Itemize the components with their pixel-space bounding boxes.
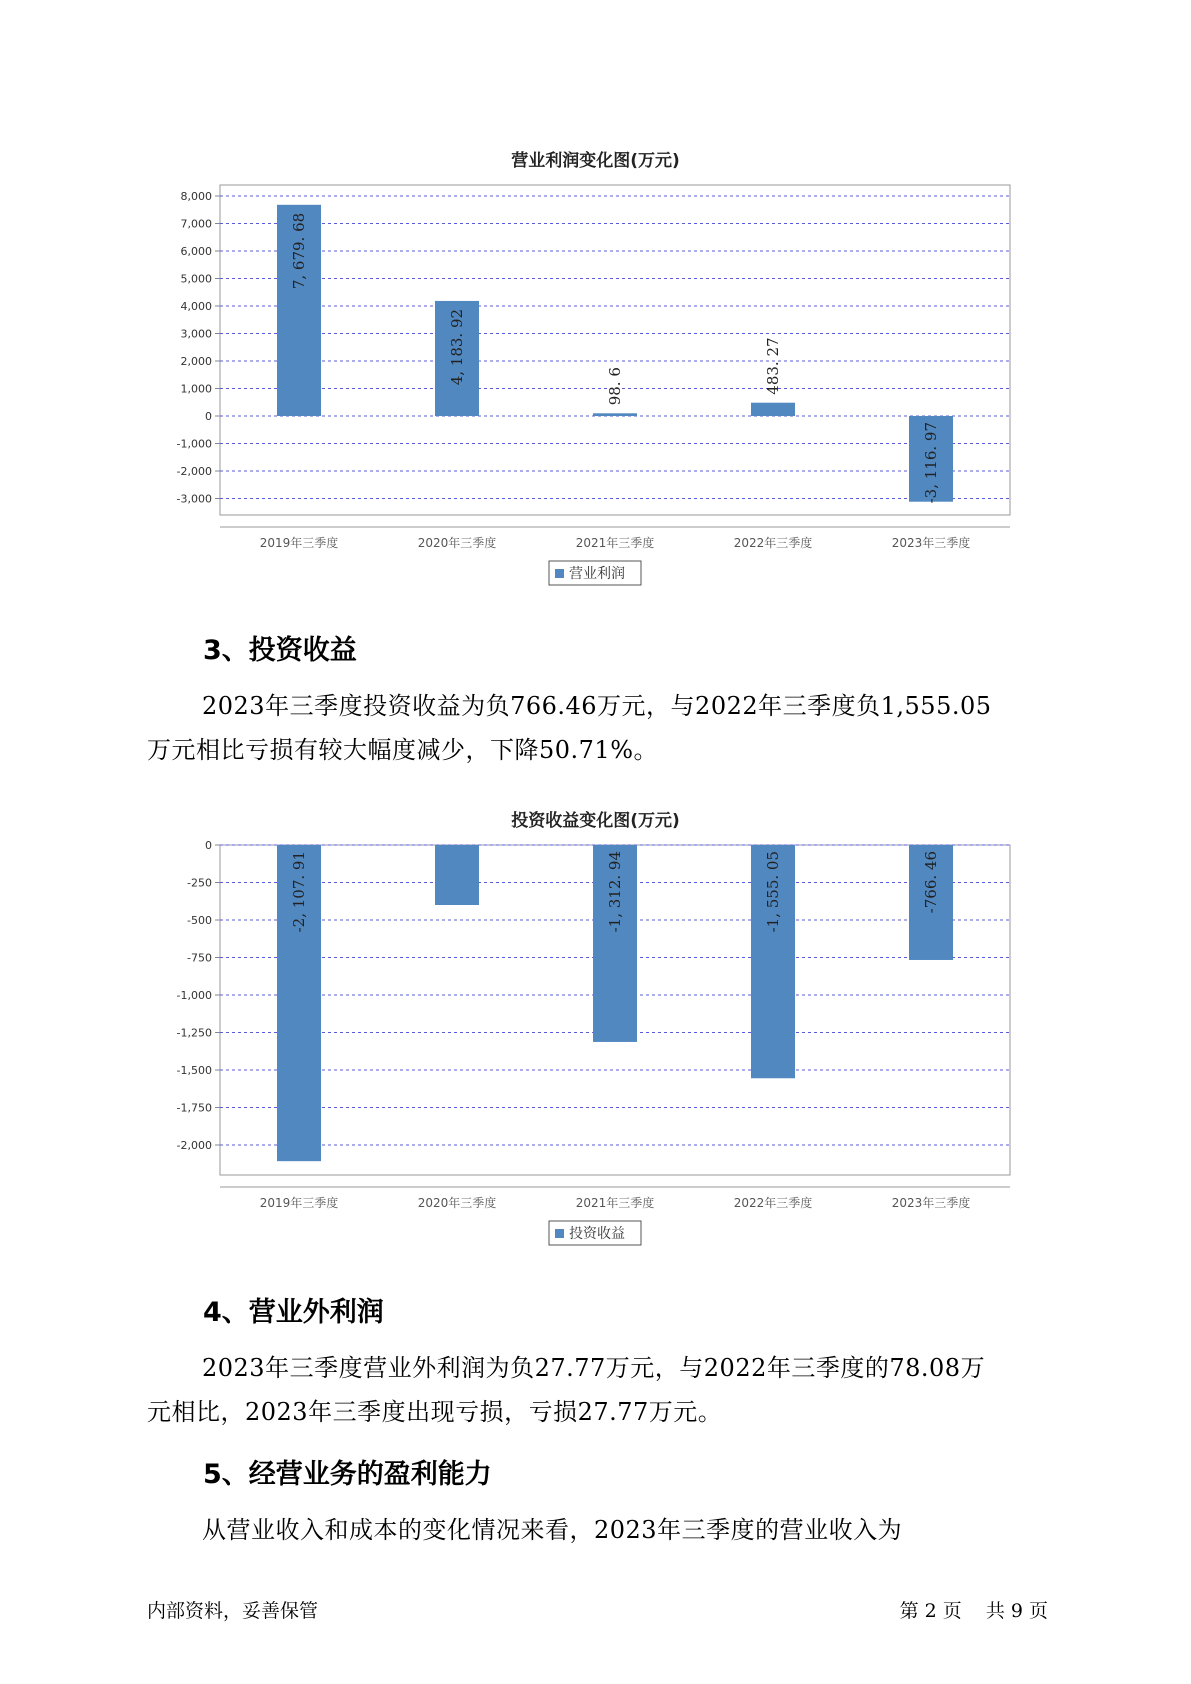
- plot-area: [220, 185, 1010, 515]
- legend-label: 营业利润: [569, 566, 625, 582]
- x-tick-label: 2022年三季度: [733, 536, 813, 550]
- y-tick-label: -2,000: [176, 465, 212, 478]
- x-tick-label: 2023年三季度: [891, 1196, 971, 1210]
- bar: [751, 403, 795, 416]
- x-tick-label: 2019年三季度: [259, 536, 339, 550]
- section4-paragraph: [147, 1346, 1052, 1434]
- section3-paragraph: [147, 684, 1052, 772]
- x-tick-label: 2019年三季度: [259, 1196, 339, 1210]
- y-tick-label: 3,000: [180, 327, 212, 341]
- data-label: 98. 6: [606, 367, 624, 406]
- section3-heading: 3、投资收益: [203, 635, 357, 666]
- y-tick-label: 1,000: [180, 382, 212, 396]
- y-tick-label: -1,750: [176, 1101, 212, 1115]
- y-tick-label: 8,000: [180, 190, 212, 203]
- x-tick-label: 2021年三季度: [575, 1196, 655, 1210]
- y-tick-label: -500: [187, 914, 212, 927]
- y-tick-label: -1,000: [176, 437, 212, 451]
- chart1-title: 营业利润变化图(万元): [511, 151, 680, 171]
- y-tick-label: 5,000: [180, 272, 212, 286]
- x-tick-label: 2020年三季度: [417, 1196, 497, 1210]
- y-tick-label: -1,250: [176, 1026, 212, 1040]
- x-tick-label: 2021年三季度: [575, 536, 655, 550]
- chart2-title: 投资收益变化图(万元): [511, 811, 680, 831]
- y-tick-label: -3,000: [176, 492, 212, 506]
- operating-profit-chart: [0, 175, 1191, 595]
- y-tick-label: -2,000: [176, 1139, 212, 1152]
- total-pages: 9: [1010, 1600, 1023, 1622]
- x-tick-label: 2022年三季度: [733, 1196, 813, 1210]
- data-label: -1, 555. 05: [764, 851, 782, 933]
- x-tick-label: 2020年三季度: [417, 536, 497, 550]
- page-prefix: 第: [899, 1600, 919, 1622]
- legend: [549, 561, 641, 585]
- y-tick-label: 7,000: [180, 217, 212, 231]
- y-tick-label: -250: [187, 876, 212, 890]
- section3-line1: 2023年三季度投资收益为负766.46万元，与2022年三季度负1,555.05: [202, 692, 992, 720]
- legend-swatch: [555, 1229, 564, 1238]
- section5-line1: 从营业收入和成本的变化情况来看，2023年三季度的营业收入为: [202, 1516, 903, 1544]
- y-tick-label: -1,500: [176, 1064, 212, 1077]
- section3-line2: 万元相比亏损有较大幅度减少，下降50.71%。: [147, 736, 659, 764]
- page-number: 2: [924, 1600, 937, 1622]
- data-label: -2, 107. 91: [290, 851, 308, 933]
- data-label: -1, 312. 94: [606, 851, 624, 933]
- data-label: 4, 183. 92: [448, 308, 466, 386]
- y-tick-label: 2,000: [180, 355, 212, 368]
- total-suffix: 页: [1028, 1600, 1048, 1622]
- page-suffix: 页: [942, 1600, 962, 1622]
- data-label: -3, 116. 97: [922, 422, 940, 504]
- section5-heading: 5、经营业务的盈利能力: [203, 1459, 492, 1490]
- section4-line2: 元相比，2023年三季度出现亏损，亏损27.77万元。: [147, 1398, 723, 1426]
- y-tick-label: -750: [187, 951, 212, 965]
- total-prefix: 共: [985, 1600, 1005, 1622]
- bar: [435, 845, 479, 905]
- section4-line1: 2023年三季度营业外利润为负27.77万元，与2022年三季度的78.08万: [202, 1354, 986, 1382]
- data-label: 7, 679. 68: [290, 212, 308, 290]
- y-tick-label: 0: [205, 410, 212, 423]
- y-tick-label: 4,000: [180, 300, 212, 313]
- data-label: 483. 27: [764, 337, 782, 395]
- legend-label: 投资收益: [569, 1226, 625, 1242]
- bar: [593, 413, 637, 416]
- footer-page-info: [897, 1596, 1051, 1623]
- y-tick-label: 0: [205, 839, 212, 852]
- y-tick-label: -1,000: [176, 989, 212, 1002]
- footer-confidential: 内部资料，妥善保管: [147, 1600, 319, 1622]
- investment-income-chart: [0, 835, 1191, 1255]
- legend: [549, 1221, 641, 1245]
- legend-swatch: [555, 569, 564, 578]
- section5-paragraph: [147, 1508, 1052, 1552]
- y-tick-label: 6,000: [180, 245, 212, 258]
- section4-heading: 4、营业外利润: [203, 1297, 384, 1328]
- x-tick-label: 2023年三季度: [891, 536, 971, 550]
- data-label: -766. 46: [922, 851, 940, 914]
